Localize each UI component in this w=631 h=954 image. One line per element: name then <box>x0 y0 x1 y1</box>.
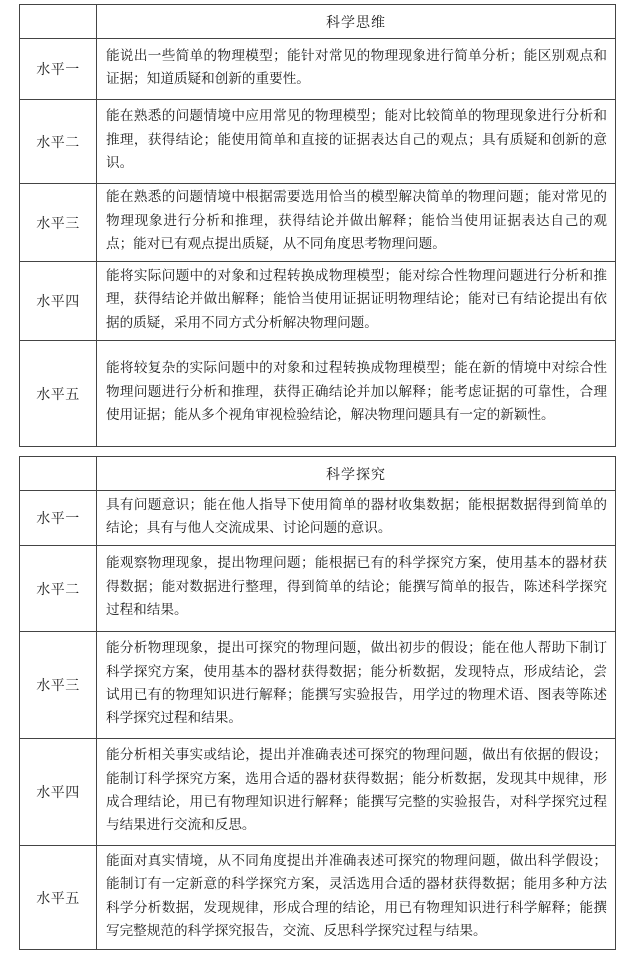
level-label: 水平一 <box>20 491 97 546</box>
level-description: 具有问题意识；能在他人指导下使用简单的器材收集数据；能根据数据得到简单的结论；具有与他人交流成果、讨论问题的意识。 <box>97 491 616 546</box>
header-corner-cell <box>20 457 97 491</box>
level-label: 水平三 <box>20 632 97 739</box>
table-row <box>20 100 616 184</box>
table-title: 科学探究 <box>97 457 616 491</box>
level-label: 水平一 <box>20 39 97 100</box>
level-description: 能面对真实情境，从不同角度提出并准确表述可探究的物理问题，做出科学假设；能制订有一定新意的科学探究方案，灵活选用合适的器材获得数据；能用多种方法科学分析数据，发现规律，形成合理的结论，用已有物理知识进行科学解释；能撰写完整规范的科学探究报告，交流、反思科学探究过程与结果。 <box>97 846 616 950</box>
level-description: 能在熟悉的问题情境中根据需要选用恰当的模型解决简单的物理问题；能对常见的物理现象进行分析和推理，获得结论并做出解释；能恰当使用证据表达自己的观点；能对已有观点提出质疑，从不同角度思考物理问题。 <box>97 184 616 262</box>
table-row <box>20 739 616 846</box>
level-label: 水平四 <box>20 262 97 341</box>
scientific-thinking-table <box>19 4 616 447</box>
level-label: 水平四 <box>20 739 97 846</box>
level-label: 水平三 <box>20 184 97 262</box>
table-header-row <box>20 457 616 491</box>
table-row <box>20 341 616 447</box>
level-description: 能观察物理现象，提出物理问题；能根据已有的科学探究方案，使用基本的器材获得数据；能对数据进行整理，得到简单的结论；能撰写简单的报告，陈述科学探究过程和结果。 <box>97 546 616 632</box>
table-header-row <box>20 5 616 39</box>
table-row <box>20 184 616 262</box>
scientific-inquiry-table <box>19 456 616 950</box>
table-row <box>20 846 616 950</box>
level-label: 水平五 <box>20 341 97 447</box>
header-corner-cell <box>20 5 97 39</box>
table-row <box>20 546 616 632</box>
table-row <box>20 491 616 546</box>
level-description: 能将实际问题中的对象和过程转换成物理模型；能对综合性物理问题进行分析和推理，获得结论并做出解释；能恰当使用证据证明物理结论；能对已有结论提出有依据的质疑，采用不同方式分析解决物理问题。 <box>97 262 616 341</box>
table-title: 科学思维 <box>97 5 616 39</box>
level-description: 能分析相关事实或结论，提出并准确表述可探究的物理问题，做出有依据的假设；能制订科学探究方案，选用合适的器材获得数据；能分析数据，发现其中规律，形成合理结论，用已有物理知识进行解释；能撰写完整的实验报告，对科学探究过程与结果进行交流和反思。 <box>97 739 616 846</box>
level-label: 水平五 <box>20 846 97 950</box>
table-row <box>20 39 616 100</box>
level-description: 能在熟悉的问题情境中应用常见的物理模型；能对比较简单的物理现象进行分析和推理，获得结论；能使用简单和直接的证据表达自己的观点；具有质疑和创新的意识。 <box>97 100 616 184</box>
table-row <box>20 632 616 739</box>
level-description: 能说出一些简单的物理模型；能针对常见的物理现象进行简单分析；能区别观点和证据；知道质疑和创新的重要性。 <box>97 39 616 100</box>
level-description: 能将较复杂的实际问题中的对象和过程转换成物理模型；能在新的情境中对综合性物理问题进行分析和推理，获得正确结论并加以解释；能考虑证据的可靠性，合理使用证据；能从多个视角审视检验结论，解决物理问题具有一定的新颖性。 <box>97 341 616 447</box>
level-label: 水平二 <box>20 100 97 184</box>
level-description: 能分析物理现象，提出可探究的物理问题，做出初步的假设；能在他人帮助下制订科学探究方案，使用基本的器材获得数据；能分析数据，发现特点，形成结论，尝试用已有的物理知识进行解释；能撰写实验报告，用学过的物理术语、图表等陈述科学探究过程和结果。 <box>97 632 616 739</box>
table-row <box>20 262 616 341</box>
level-label: 水平二 <box>20 546 97 632</box>
